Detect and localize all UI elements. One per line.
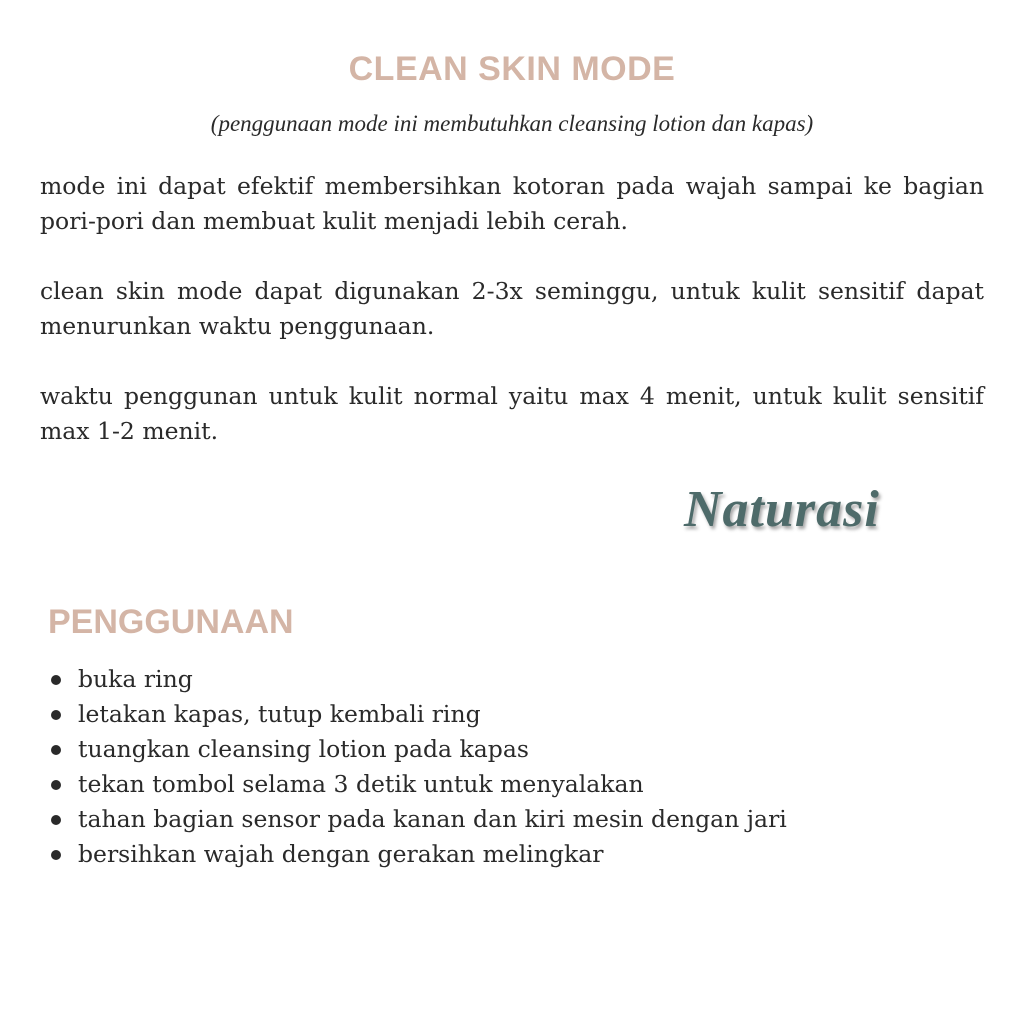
step-text: buka ring xyxy=(78,665,193,693)
usage-section-title: PENGGUNAAN xyxy=(48,603,294,641)
list-item xyxy=(48,767,787,802)
step-text: tahan bagian sensor pada kanan dan kiri mesin dengan jari xyxy=(78,805,787,833)
list-item xyxy=(48,697,787,732)
bullet-icon xyxy=(51,745,61,755)
paragraph-description: mode ini dapat efektif membersihkan kotoran pada wajah sampai ke bagian pori-pori dan membuat kulit menjadi lebih cerah. xyxy=(40,172,984,235)
list-item xyxy=(48,802,787,837)
brand-logo-text: Naturasi xyxy=(684,481,880,538)
bullet-icon xyxy=(51,780,61,790)
bullet-icon xyxy=(51,675,61,685)
list-item xyxy=(48,662,787,697)
paragraph-duration: waktu penggunan untuk kulit normal yaitu max 4 menit, untuk kulit sensitif max 1-2 menit. xyxy=(40,382,984,445)
page-title: CLEAN SKIN MODE xyxy=(348,50,676,88)
usage-steps-list xyxy=(48,662,787,872)
bullet-icon xyxy=(51,710,61,720)
step-text: tekan tombol selama 3 detik untuk menyalakan xyxy=(78,770,644,798)
bullet-icon xyxy=(51,815,61,825)
step-text: tuangkan cleansing lotion pada kapas xyxy=(78,735,529,763)
bullet-icon xyxy=(51,850,61,860)
page-subtitle: (penggunaan mode ini membutuhkan cleansing lotion dan kapas) xyxy=(210,111,814,136)
list-item xyxy=(48,837,787,872)
list-item xyxy=(48,732,787,767)
step-text: bersihkan wajah dengan gerakan melingkar xyxy=(78,840,604,868)
step-text: letakan kapas, tutup kembali ring xyxy=(78,700,481,728)
paragraph-frequency: clean skin mode dapat digunakan 2-3x seminggu, untuk kulit sensitif dapat menurunkan waktu penggunaan. xyxy=(40,277,984,340)
